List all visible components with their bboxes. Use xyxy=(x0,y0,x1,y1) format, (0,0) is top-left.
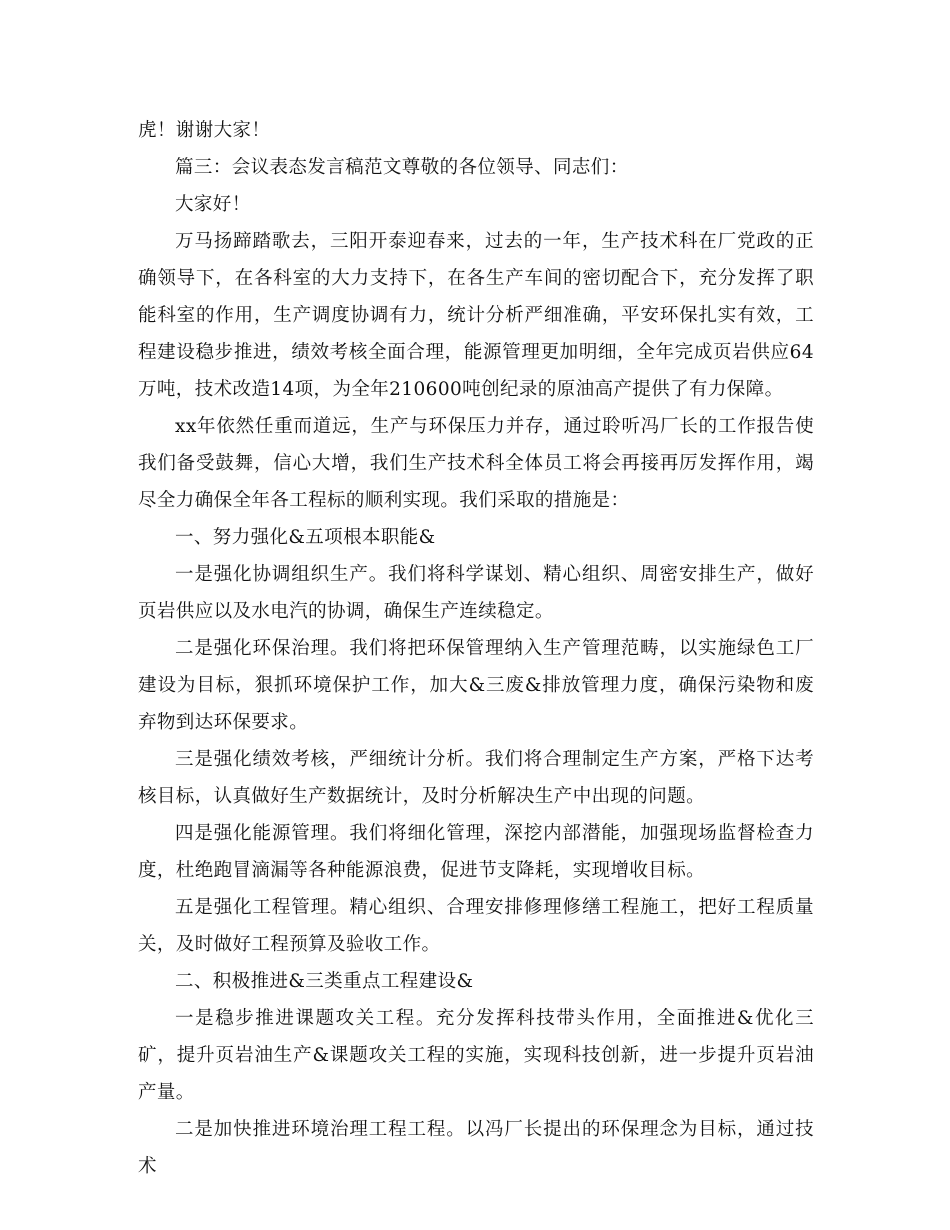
paragraph-closing: 虎！谢谢大家！ xyxy=(138,120,271,141)
paragraph-project-2: 二是加快推进环境治理工程工程。以冯厂长提出的环保理念为目标，通过技术 xyxy=(138,1119,814,1177)
paragraph-section-title: 篇三：会议表态发言稿范文尊敬的各位领导、同志们： xyxy=(175,157,629,178)
paragraph-item-5: 五是强化工程管理。精心组织、合理安排修理修缮工程施工，把好工程质量关，及时做好工程预算及验收工作。 xyxy=(138,897,814,955)
paragraph-greeting: 大家好！ xyxy=(175,194,251,215)
paragraph-item-2: 二是强化环保治理。我们将把环保管理纳入生产管理范畴，以实施绿色工厂建设为目标，狠抓环境保护工作，加大&三废&排放管理力度，确保污染物和废弃物到达环保要求。 xyxy=(138,638,814,733)
paragraph-outlook: xx年依然任重而道远，生产与环保压力并存，通过聆听冯厂长的工作报告使我们备受鼓舞，信心大增，我们生产技术科全体员工将会再接再厉发挥作用，竭尽全力确保全年各工程标的顺利实现。我们采取的措施是： xyxy=(138,416,814,511)
paragraph-item-3: 三是强化绩效考核，严细统计分析。我们将合理制定生产方案，严格下达考核目标，认真做好生产数据统计，及时分析解决生产中出现的问题。 xyxy=(138,749,814,807)
paragraph-heading-one: 一、努力强化&五项根本职能& xyxy=(175,527,436,548)
paragraph-review: 万马扬蹄踏歌去，三阳开泰迎春来，过去的一年，生产技术科在厂党政的正确领导下，在各科室的大力支持下，在各生产车间的密切配合下，充分发挥了职能科室的作用，生产调度协调有力，统计分析严细准确，平安环保扎实有效，工程建设稳步推进，绩效考核全面合理，能源管理更加明细，全年完成页岩供应64万吨，技术改造14项，为全年210600吨创纪录的原油高产提供了有力保障。 xyxy=(138,231,814,400)
document-body xyxy=(138,112,814,1185)
paragraph-project-1: 一是稳步推进课题攻关工程。充分发挥科技带头作用，全面推进&优化三矿，提升页岩油生产&课题攻关工程的实施，实现科技创新，进一步提升页岩油产量。 xyxy=(138,1008,814,1103)
paragraph-item-1: 一是强化协调组织生产。我们将科学谋划、精心组织、周密安排生产，做好页岩供应以及水电汽的协调，确保生产连续稳定。 xyxy=(138,564,814,622)
paragraph-heading-two: 二、积极推进&三类重点工程建设& xyxy=(175,971,474,992)
paragraph-item-4: 四是强化能源管理。我们将细化管理，深挖内部潜能，加强现场监督检查力度，杜绝跑冒滴漏等各种能源浪费，促进节支降耗，实现增收目标。 xyxy=(138,823,814,881)
